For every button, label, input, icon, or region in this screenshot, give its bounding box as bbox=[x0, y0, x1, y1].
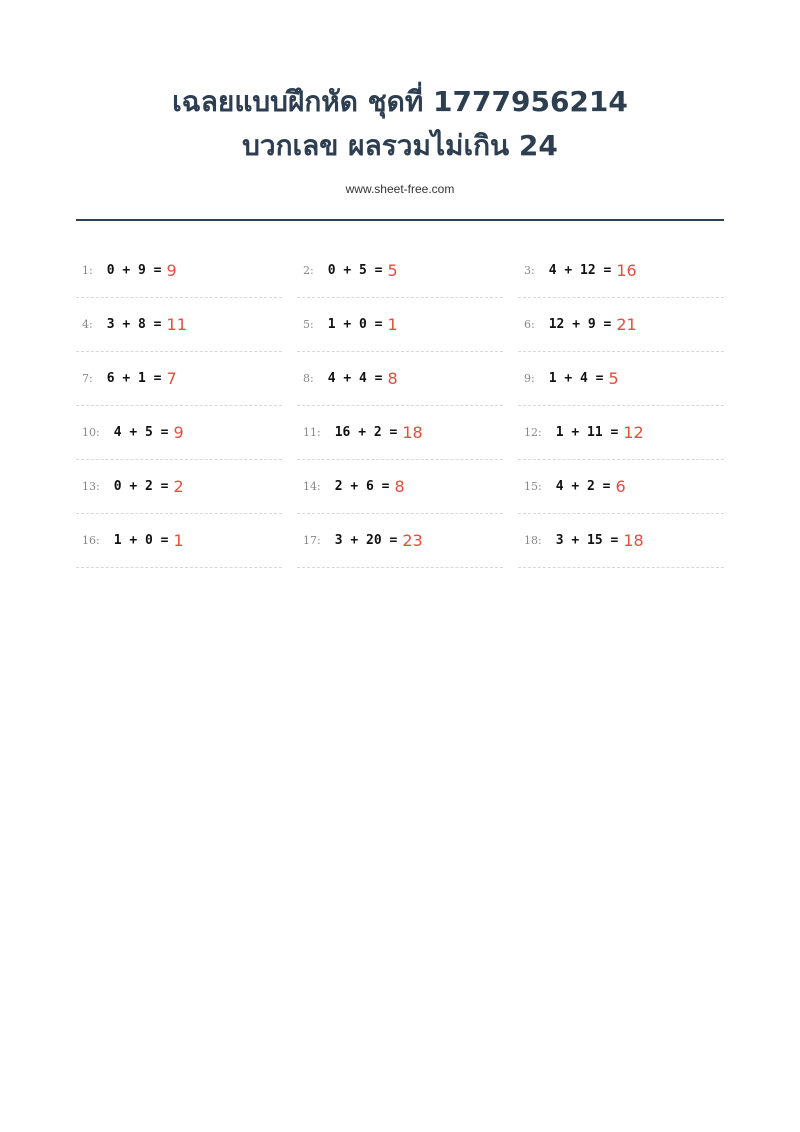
problem-item bbox=[297, 244, 503, 298]
problem-item bbox=[76, 352, 282, 406]
problem-equation bbox=[328, 371, 383, 386]
operand-a: 4 bbox=[555, 479, 564, 494]
problem-equation bbox=[335, 533, 398, 548]
operand-b: 2 bbox=[587, 479, 595, 494]
operand-a: 2 bbox=[334, 479, 343, 494]
equals-sign: = bbox=[145, 371, 162, 386]
answer: 9 bbox=[173, 423, 184, 442]
operand-b: 9 bbox=[138, 263, 146, 278]
equals-sign: = bbox=[602, 533, 619, 548]
equals-sign: = bbox=[145, 263, 162, 278]
operator: + bbox=[122, 263, 131, 278]
operand-b: 5 bbox=[145, 425, 153, 440]
operand-a: 3 bbox=[334, 533, 343, 548]
equals-sign: = bbox=[594, 479, 611, 494]
equals-sign: = bbox=[602, 425, 619, 440]
operator: + bbox=[343, 317, 352, 332]
problem-equation bbox=[549, 371, 604, 386]
problem-equation bbox=[549, 263, 612, 278]
operand-a: 4 bbox=[113, 425, 122, 440]
operand-b: 20 bbox=[366, 533, 382, 548]
answer: 1 bbox=[387, 315, 398, 334]
equals-sign: = bbox=[366, 263, 383, 278]
operator: + bbox=[350, 479, 359, 494]
operator: + bbox=[343, 371, 352, 386]
problem-number: 3: bbox=[524, 264, 535, 277]
problem-item bbox=[518, 460, 724, 514]
problem-number: 8: bbox=[303, 372, 314, 385]
problem-equation bbox=[556, 479, 611, 494]
problem-item bbox=[518, 514, 724, 568]
answer: 18 bbox=[623, 531, 644, 550]
operand-b: 8 bbox=[138, 317, 146, 332]
page-title-line1: เฉลยแบบฝึกหัด ชุดที่ 1777956214 bbox=[172, 85, 628, 118]
answer: 23 bbox=[402, 531, 423, 550]
page-title-line2: บวกเลข ผลรวมไม่เกิน 24 bbox=[242, 129, 558, 162]
problem-item bbox=[518, 352, 724, 406]
problem-item bbox=[76, 406, 282, 460]
problem-item bbox=[297, 460, 503, 514]
answer: 21 bbox=[616, 315, 637, 334]
problem-equation bbox=[114, 479, 169, 494]
operand-a: 12 bbox=[548, 317, 565, 332]
problem-equation bbox=[335, 479, 390, 494]
operator: + bbox=[564, 263, 573, 278]
operator: + bbox=[571, 425, 580, 440]
operand-a: 6 bbox=[106, 371, 115, 386]
website-url: www.sheet-free.com bbox=[345, 182, 455, 196]
problem-number: 18: bbox=[524, 534, 542, 547]
answer: 1 bbox=[173, 531, 184, 550]
operand-a: 1 bbox=[113, 533, 122, 548]
problem-number: 10: bbox=[82, 426, 100, 439]
answer: 18 bbox=[402, 423, 423, 442]
answer: 6 bbox=[615, 477, 626, 496]
equals-sign: = bbox=[152, 425, 169, 440]
operator: + bbox=[129, 533, 138, 548]
equals-sign: = bbox=[595, 263, 612, 278]
answer: 8 bbox=[394, 477, 405, 496]
operand-a: 16 bbox=[334, 425, 351, 440]
operand-a: 3 bbox=[106, 317, 115, 332]
operator: + bbox=[358, 425, 367, 440]
answer: 12 bbox=[623, 423, 644, 442]
problem-equation bbox=[556, 533, 619, 548]
problem-number: 14: bbox=[303, 480, 321, 493]
equals-sign: = bbox=[366, 317, 383, 332]
problem-number: 17: bbox=[303, 534, 321, 547]
equals-sign: = bbox=[587, 371, 604, 386]
problem-equation bbox=[114, 533, 169, 548]
operand-b: 4 bbox=[359, 371, 367, 386]
operand-b: 0 bbox=[145, 533, 153, 548]
answer: 11 bbox=[166, 315, 187, 334]
problem-number: 1: bbox=[82, 264, 93, 277]
answer: 9 bbox=[166, 261, 177, 280]
equals-sign: = bbox=[373, 479, 390, 494]
answer: 8 bbox=[387, 369, 398, 388]
problem-item bbox=[297, 298, 503, 352]
operand-b: 9 bbox=[587, 317, 596, 332]
problem-item bbox=[297, 406, 503, 460]
operand-a: 1 bbox=[548, 371, 557, 386]
operand-a: 0 bbox=[113, 479, 122, 494]
operator: + bbox=[350, 533, 359, 548]
operator: + bbox=[564, 371, 573, 386]
operand-a: 0 bbox=[327, 263, 336, 278]
operator: + bbox=[572, 317, 581, 332]
operand-b: 2 bbox=[145, 479, 153, 494]
problem-number: 5: bbox=[303, 318, 314, 331]
operator: + bbox=[571, 533, 580, 548]
problem-equation bbox=[549, 317, 612, 332]
operator: + bbox=[571, 479, 580, 494]
problem-number: 15: bbox=[524, 480, 542, 493]
operator: + bbox=[343, 263, 352, 278]
problem-equation bbox=[328, 263, 383, 278]
answer: 16 bbox=[616, 261, 637, 280]
answer: 5 bbox=[608, 369, 619, 388]
operand-a: 1 bbox=[327, 317, 336, 332]
problem-item bbox=[76, 298, 282, 352]
equals-sign: = bbox=[152, 533, 169, 548]
operand-b: 15 bbox=[587, 533, 603, 548]
operand-b: 11 bbox=[587, 425, 603, 440]
problem-item bbox=[518, 298, 724, 352]
problem-equation bbox=[114, 425, 169, 440]
problem-equation bbox=[328, 317, 383, 332]
problem-grid bbox=[76, 244, 724, 568]
worksheet-header bbox=[0, 80, 800, 196]
operand-a: 0 bbox=[106, 263, 115, 278]
operand-a: 1 bbox=[555, 425, 564, 440]
problem-item bbox=[76, 244, 282, 298]
problem-equation bbox=[556, 425, 619, 440]
problem-item bbox=[518, 406, 724, 460]
equals-sign: = bbox=[381, 533, 398, 548]
answer: 7 bbox=[166, 369, 177, 388]
equals-sign: = bbox=[145, 317, 162, 332]
problem-item bbox=[76, 514, 282, 568]
problem-equation bbox=[107, 263, 162, 278]
problem-item bbox=[297, 352, 503, 406]
equals-sign: = bbox=[152, 479, 169, 494]
equals-sign: = bbox=[366, 371, 383, 386]
operator: + bbox=[122, 371, 131, 386]
problem-number: 16: bbox=[82, 534, 100, 547]
problem-item bbox=[76, 460, 282, 514]
problem-item bbox=[518, 244, 724, 298]
problem-equation bbox=[107, 317, 162, 332]
problem-equation bbox=[335, 425, 398, 440]
operand-b: 0 bbox=[359, 317, 367, 332]
problem-item bbox=[297, 514, 503, 568]
operand-b: 6 bbox=[366, 479, 374, 494]
problem-number: 11: bbox=[303, 426, 321, 439]
problem-number: 12: bbox=[524, 426, 542, 439]
answer: 5 bbox=[387, 261, 398, 280]
problem-number: 13: bbox=[82, 480, 100, 493]
operand-a: 4 bbox=[548, 263, 557, 278]
header-divider bbox=[76, 219, 724, 221]
operator: + bbox=[129, 425, 138, 440]
problem-number: 6: bbox=[524, 318, 535, 331]
problem-number: 7: bbox=[82, 372, 93, 385]
problem-equation bbox=[107, 371, 162, 386]
operator: + bbox=[122, 317, 131, 332]
operand-a: 4 bbox=[327, 371, 336, 386]
operand-a: 3 bbox=[555, 533, 564, 548]
operand-b: 12 bbox=[580, 263, 596, 278]
operand-b: 1 bbox=[138, 371, 146, 386]
equals-sign: = bbox=[381, 425, 398, 440]
operand-b: 5 bbox=[359, 263, 367, 278]
answer: 2 bbox=[173, 477, 184, 496]
problem-number: 2: bbox=[303, 264, 314, 277]
problem-number: 9: bbox=[524, 372, 535, 385]
operand-b: 2 bbox=[373, 425, 382, 440]
problem-number: 4: bbox=[82, 318, 93, 331]
operand-b: 4 bbox=[580, 371, 588, 386]
operator: + bbox=[129, 479, 138, 494]
equals-sign: = bbox=[595, 317, 612, 332]
